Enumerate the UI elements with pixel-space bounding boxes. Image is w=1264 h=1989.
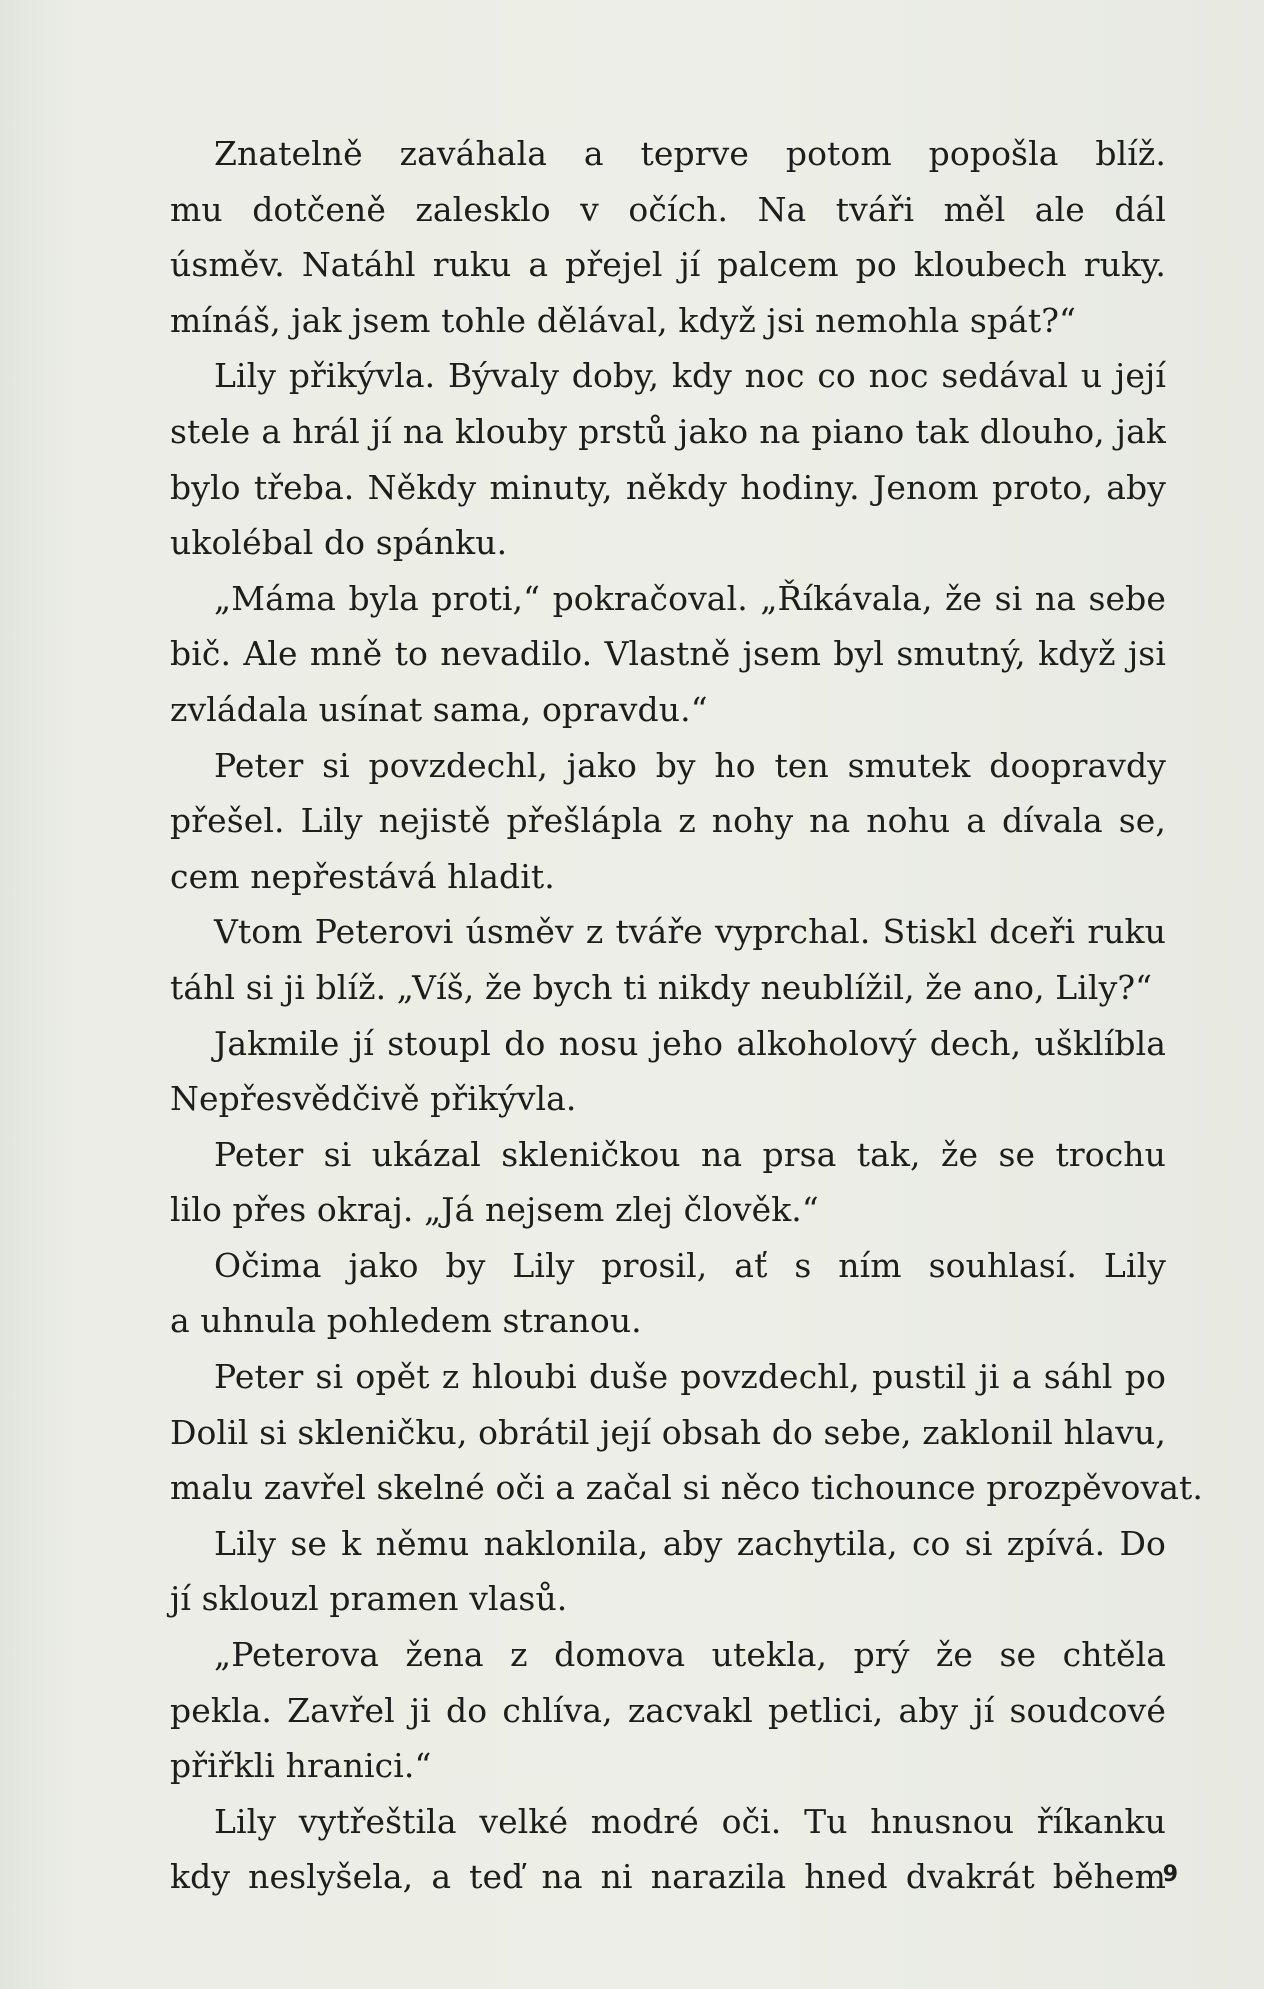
text-line: Peter si opět z hloubi duše povzdechl, pustil ji a sáhl po [214,1357,1166,1397]
text-line: „Peterova žena z domova utekla, prý že se chtěla [214,1635,1166,1675]
text-line: malu zavřel skelné oči a začal si něco tichounce prozpěvovat. [170,1468,1203,1508]
text-line: Znatelně zaváhala a teprve potom popošla blíž. [214,134,1166,173]
text-line: jí sklouzl pramen vlasů. [170,1579,568,1619]
body-text [170,126,1203,1905]
text-line: bič. Ale mně to nevadilo. Vlastně jsem byl smutný, když jsi [170,634,1166,674]
text-line: pekla. Zavřel ji do chlíva, zacvakl petlici, aby jí soudcové [170,1690,1166,1730]
text-line: kdy neslyšela, a teď na ni narazila hned dvakrát během [170,1857,1166,1897]
text-line: táhl si ji blíž. „Víš, že bych ti nikdy neublížil, že ano, Lily?“ [170,967,1153,1007]
text-line: Nepřesvědčivě přikývla. [170,1079,577,1119]
text-line: zvládala usínat sama, opravdu.“ [170,689,708,729]
text-line: Vtom Peterovi úsměv z tváře vyprchal. Stiskl dceři ruku [214,912,1166,952]
text-line: Lily přikývla. Bývaly doby, kdy noc co noc sedával u její [214,356,1166,396]
text-line: Lily se k němu naklonila, aby zachytila, co si zpívá. Do [214,1523,1166,1563]
text-line: „Máma byla proti,“ pokračoval. „Říkávala, že si na sebe [214,578,1166,618]
text-line: Jakmile jí stoupl do nosu jeho alkoholový dech, ušklíbla [214,1023,1166,1063]
text-line: bylo třeba. Někdy minuty, někdy hodiny. Jenom proto, aby [170,467,1166,507]
text-line: Peter si ukázal skleničkou na prsa tak, že se trochu [214,1134,1166,1174]
text-line: Lily vytřeštila velké modré oči. Tu hnusnou říkanku [214,1801,1166,1841]
text-line: Peter si povzdechl, jako by ho ten smutek doopravdy [214,745,1166,785]
text-line: mu dotčeně zalesklo v očích. Na tváři měl ale dál [170,189,1166,229]
text-line: přešel. Lily nejistě přešlápla z nohy na nohu a dívala se, [170,801,1166,841]
text-line: úsměv. Natáhl ruku a přejel jí palcem po kloubech ruky. [170,245,1166,285]
page-number: 9 [1162,1862,1178,1887]
text-line: Očima jako by Lily prosil, ať s ním souhlasí. Lily [214,1245,1166,1285]
text-line: přiřkli hranici.“ [170,1746,432,1786]
text-line: lilo přes okraj. „Já nejsem zlej člověk.“ [170,1190,819,1230]
text-line: a uhnula pohledem stranou. [170,1301,642,1341]
text-line: cem nepřestává hladit. [170,856,555,896]
text-line: stele a hrál jí na klouby prstů jako na piano tak dlouho, jak [170,411,1166,451]
text-line: ukolébal do spánku. [170,523,508,563]
text-line: mínáš, jak jsem tohle dělával, když jsi nemohla spát?“ [170,300,1076,340]
text-line: Dolil si skleničku, obrátil její obsah do sebe, zaklonil hlavu, [170,1412,1166,1452]
